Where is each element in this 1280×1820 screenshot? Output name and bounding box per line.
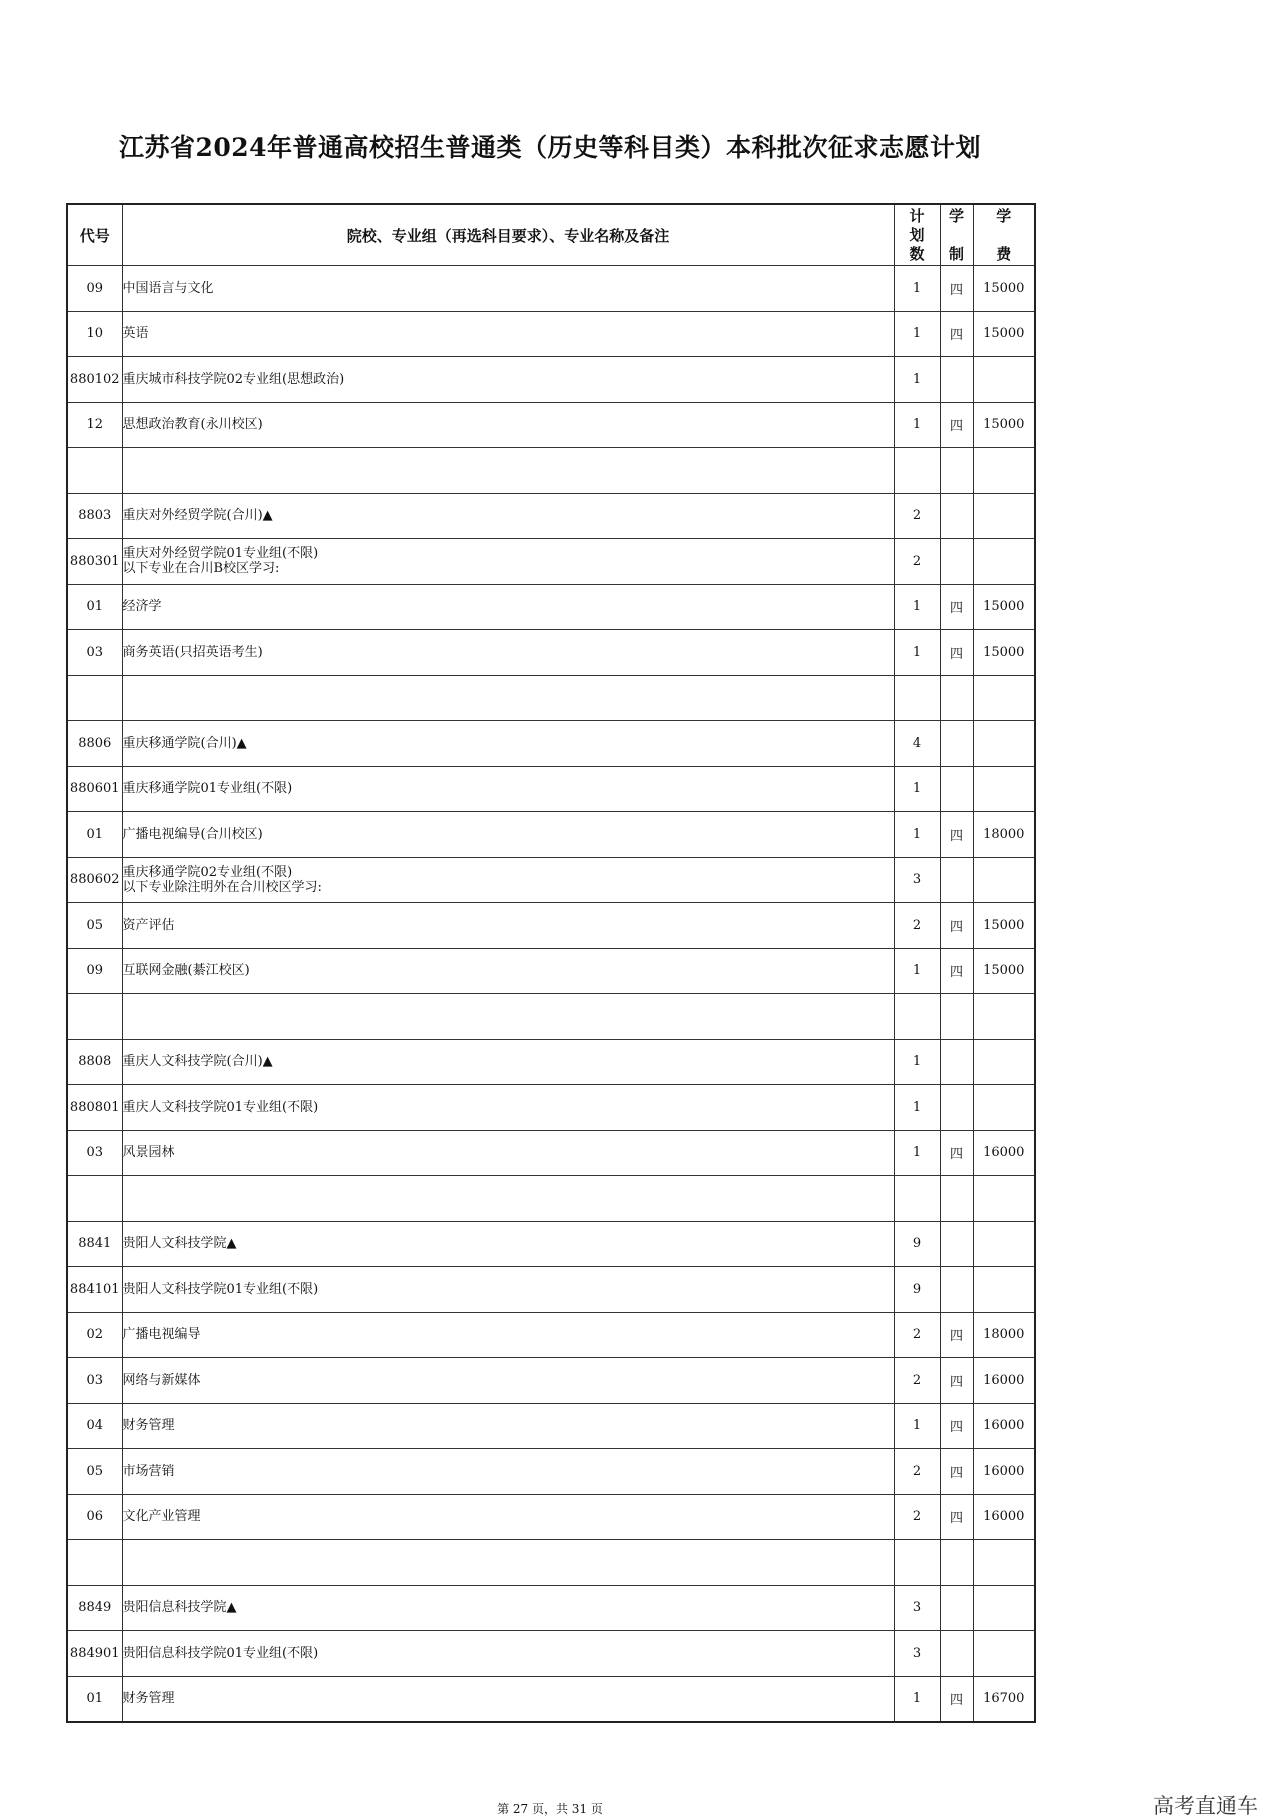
row-years: 四 <box>940 266 973 312</box>
row-name: 重庆移通学院02专业组(不限) 以下专业除注明外在合川校区学习: <box>122 857 894 903</box>
row-name: 思想政治教育(永川校区) <box>122 402 894 448</box>
row-fee <box>973 1631 1035 1677</box>
row-code <box>67 1540 122 1586</box>
header-count: 计 划 数 <box>894 204 940 266</box>
row-fee <box>973 857 1035 903</box>
row-code: 03 <box>67 1358 122 1404</box>
row-count <box>894 675 940 721</box>
row-name: 重庆移通学院01专业组(不限) <box>122 766 894 812</box>
row-fee: 15000 <box>973 266 1035 312</box>
row-fee <box>973 493 1035 539</box>
row-count <box>894 994 940 1040</box>
row-code: 04 <box>67 1403 122 1449</box>
table-header-row <box>67 204 1035 266</box>
table-row <box>67 311 1035 357</box>
table-row <box>67 766 1035 812</box>
row-count: 1 <box>894 1676 940 1722</box>
row-code <box>67 448 122 494</box>
row-name <box>122 675 894 721</box>
row-years <box>940 448 973 494</box>
row-name <box>122 1176 894 1222</box>
table-row <box>67 1312 1035 1358</box>
row-count: 1 <box>894 311 940 357</box>
header-years: 学 制 <box>940 204 973 266</box>
table-row <box>67 1176 1035 1222</box>
row-count: 1 <box>894 630 940 676</box>
table-row <box>67 948 1035 994</box>
row-count: 1 <box>894 1403 940 1449</box>
row-name: 风景园林 <box>122 1130 894 1176</box>
row-code: 05 <box>67 1449 122 1495</box>
row-fee: 18000 <box>973 812 1035 858</box>
table-row <box>67 1494 1035 1540</box>
table-row <box>67 1540 1035 1586</box>
row-count: 1 <box>894 1039 940 1085</box>
row-code: 01 <box>67 1676 122 1722</box>
row-years <box>940 539 973 585</box>
table-row <box>67 1631 1035 1677</box>
enrollment-plan-table <box>66 203 1036 1723</box>
row-count: 1 <box>894 584 940 630</box>
row-count: 2 <box>894 493 940 539</box>
row-count: 2 <box>894 1449 940 1495</box>
row-years: 四 <box>940 903 973 949</box>
row-fee: 15000 <box>973 402 1035 448</box>
row-count: 1 <box>894 1130 940 1176</box>
table-row <box>67 1267 1035 1313</box>
row-years <box>940 1176 973 1222</box>
row-count: 3 <box>894 1631 940 1677</box>
row-name: 重庆对外经贸学院(合川)▲ <box>122 493 894 539</box>
row-name: 重庆移通学院(合川)▲ <box>122 721 894 767</box>
row-fee <box>973 357 1035 403</box>
row-years: 四 <box>940 630 973 676</box>
row-fee <box>973 766 1035 812</box>
row-count: 1 <box>894 402 940 448</box>
row-count: 4 <box>894 721 940 767</box>
row-years <box>940 675 973 721</box>
row-code: 06 <box>67 1494 122 1540</box>
row-name: 贵阳人文科技学院01专业组(不限) <box>122 1267 894 1313</box>
row-fee <box>973 675 1035 721</box>
row-fee <box>973 539 1035 585</box>
row-fee: 16000 <box>973 1403 1035 1449</box>
table-row <box>67 448 1035 494</box>
row-code: 880601 <box>67 766 122 812</box>
row-code: 8849 <box>67 1585 122 1631</box>
row-fee <box>973 1267 1035 1313</box>
table-row <box>67 402 1035 448</box>
row-fee: 16000 <box>973 1494 1035 1540</box>
table-row <box>67 1358 1035 1404</box>
row-code <box>67 675 122 721</box>
row-years <box>940 721 973 767</box>
row-name: 商务英语(只招英语考生) <box>122 630 894 676</box>
row-name: 重庆人文科技学院(合川)▲ <box>122 1039 894 1085</box>
table-row <box>67 857 1035 903</box>
row-name <box>122 994 894 1040</box>
row-years <box>940 857 973 903</box>
row-count: 2 <box>894 1358 940 1404</box>
row-fee: 15000 <box>973 311 1035 357</box>
row-count: 3 <box>894 857 940 903</box>
row-code: 03 <box>67 630 122 676</box>
row-count <box>894 1540 940 1586</box>
row-years <box>940 1221 973 1267</box>
table-row <box>67 584 1035 630</box>
row-name: 贵阳人文科技学院▲ <box>122 1221 894 1267</box>
row-years <box>940 1631 973 1677</box>
row-fee: 15000 <box>973 630 1035 676</box>
row-name <box>122 448 894 494</box>
row-code: 884101 <box>67 1267 122 1313</box>
row-years <box>940 1039 973 1085</box>
row-name: 贵阳信息科技学院▲ <box>122 1585 894 1631</box>
row-code: 02 <box>67 1312 122 1358</box>
table-row <box>67 1449 1035 1495</box>
row-years <box>940 493 973 539</box>
row-name: 英语 <box>122 311 894 357</box>
row-name: 资产评估 <box>122 903 894 949</box>
row-fee: 15000 <box>973 584 1035 630</box>
row-name: 市场营销 <box>122 1449 894 1495</box>
table-row <box>67 357 1035 403</box>
row-count: 1 <box>894 1085 940 1131</box>
row-years <box>940 1585 973 1631</box>
row-years: 四 <box>940 1312 973 1358</box>
row-name: 经济学 <box>122 584 894 630</box>
row-fee <box>973 721 1035 767</box>
row-years: 四 <box>940 1494 973 1540</box>
row-years <box>940 1540 973 1586</box>
row-count: 1 <box>894 948 940 994</box>
table-row <box>67 903 1035 949</box>
row-fee: 15000 <box>973 903 1035 949</box>
row-years: 四 <box>940 402 973 448</box>
page-number: 第 27 页，共 31 页 <box>497 1802 603 1816</box>
row-count: 1 <box>894 357 940 403</box>
page-title: 江苏省2024年普通高校招生普通类（历史等科目类）本科批次征求志愿计划 <box>118 133 982 162</box>
row-name: 财务管理 <box>122 1676 894 1722</box>
row-count: 9 <box>894 1267 940 1313</box>
row-count: 1 <box>894 812 940 858</box>
table-row <box>67 675 1035 721</box>
row-code: 880801 <box>67 1085 122 1131</box>
row-fee: 15000 <box>973 948 1035 994</box>
table-row <box>67 994 1035 1040</box>
row-name: 广播电视编导 <box>122 1312 894 1358</box>
row-count: 2 <box>894 1312 940 1358</box>
row-code: 03 <box>67 1130 122 1176</box>
row-name <box>122 1540 894 1586</box>
row-count: 2 <box>894 1494 940 1540</box>
row-fee: 16000 <box>973 1130 1035 1176</box>
row-fee <box>973 1540 1035 1586</box>
row-years: 四 <box>940 1130 973 1176</box>
row-years: 四 <box>940 1358 973 1404</box>
row-fee <box>973 1085 1035 1131</box>
table-row <box>67 630 1035 676</box>
row-years <box>940 1085 973 1131</box>
row-count: 1 <box>894 266 940 312</box>
row-code: 8806 <box>67 721 122 767</box>
row-fee: 16700 <box>973 1676 1035 1722</box>
row-name: 广播电视编导(合川校区) <box>122 812 894 858</box>
row-fee <box>973 448 1035 494</box>
row-count: 3 <box>894 1585 940 1631</box>
row-years <box>940 994 973 1040</box>
row-fee <box>973 1039 1035 1085</box>
row-code: 8841 <box>67 1221 122 1267</box>
row-years: 四 <box>940 812 973 858</box>
row-count: 9 <box>894 1221 940 1267</box>
table-row <box>67 1221 1035 1267</box>
row-years: 四 <box>940 1449 973 1495</box>
row-fee <box>973 994 1035 1040</box>
table-row <box>67 539 1035 585</box>
table-row <box>67 1676 1035 1722</box>
table-row <box>67 1130 1035 1176</box>
row-name: 贵阳信息科技学院01专业组(不限) <box>122 1631 894 1677</box>
row-name: 中国语言与文化 <box>122 266 894 312</box>
row-years: 四 <box>940 1403 973 1449</box>
row-name: 网络与新媒体 <box>122 1358 894 1404</box>
row-code: 884901 <box>67 1631 122 1677</box>
row-name: 财务管理 <box>122 1403 894 1449</box>
table-row <box>67 266 1035 312</box>
row-code: 12 <box>67 402 122 448</box>
row-code <box>67 1176 122 1222</box>
table-row <box>67 812 1035 858</box>
row-fee: 16000 <box>973 1358 1035 1404</box>
row-code: 880301 <box>67 539 122 585</box>
header-fee: 学 费 <box>973 204 1035 266</box>
row-fee: 18000 <box>973 1312 1035 1358</box>
row-name: 重庆对外经贸学院01专业组(不限) 以下专业在合川B校区学习: <box>122 539 894 585</box>
row-code: 880102 <box>67 357 122 403</box>
watermark-logo: 高考直通车 <box>1153 1794 1258 1818</box>
table-row <box>67 1085 1035 1131</box>
table-row <box>67 1039 1035 1085</box>
table-row <box>67 1585 1035 1631</box>
row-code: 01 <box>67 812 122 858</box>
row-code: 8808 <box>67 1039 122 1085</box>
row-years: 四 <box>940 311 973 357</box>
row-years <box>940 1267 973 1313</box>
row-name: 重庆城市科技学院02专业组(思想政治) <box>122 357 894 403</box>
row-code: 01 <box>67 584 122 630</box>
row-years: 四 <box>940 948 973 994</box>
row-code <box>67 994 122 1040</box>
row-count: 2 <box>894 903 940 949</box>
row-years <box>940 357 973 403</box>
row-code: 8803 <box>67 493 122 539</box>
row-code: 10 <box>67 311 122 357</box>
row-count <box>894 1176 940 1222</box>
row-name: 重庆人文科技学院01专业组(不限) <box>122 1085 894 1131</box>
row-name: 互联网金融(綦江校区) <box>122 948 894 994</box>
row-years <box>940 766 973 812</box>
row-code: 05 <box>67 903 122 949</box>
row-name: 文化产业管理 <box>122 1494 894 1540</box>
row-years: 四 <box>940 584 973 630</box>
row-fee <box>973 1221 1035 1267</box>
table-row <box>67 721 1035 767</box>
row-fee <box>973 1585 1035 1631</box>
row-fee: 16000 <box>973 1449 1035 1495</box>
row-count: 1 <box>894 766 940 812</box>
row-code: 09 <box>67 948 122 994</box>
row-code: 880602 <box>67 857 122 903</box>
row-years: 四 <box>940 1676 973 1722</box>
header-name: 院校、专业组（再选科目要求）、专业名称及备注 <box>122 204 894 266</box>
header-code: 代号 <box>67 204 122 266</box>
table-row <box>67 493 1035 539</box>
row-fee <box>973 1176 1035 1222</box>
table-row <box>67 1403 1035 1449</box>
row-code: 09 <box>67 266 122 312</box>
row-count: 2 <box>894 539 940 585</box>
row-count <box>894 448 940 494</box>
